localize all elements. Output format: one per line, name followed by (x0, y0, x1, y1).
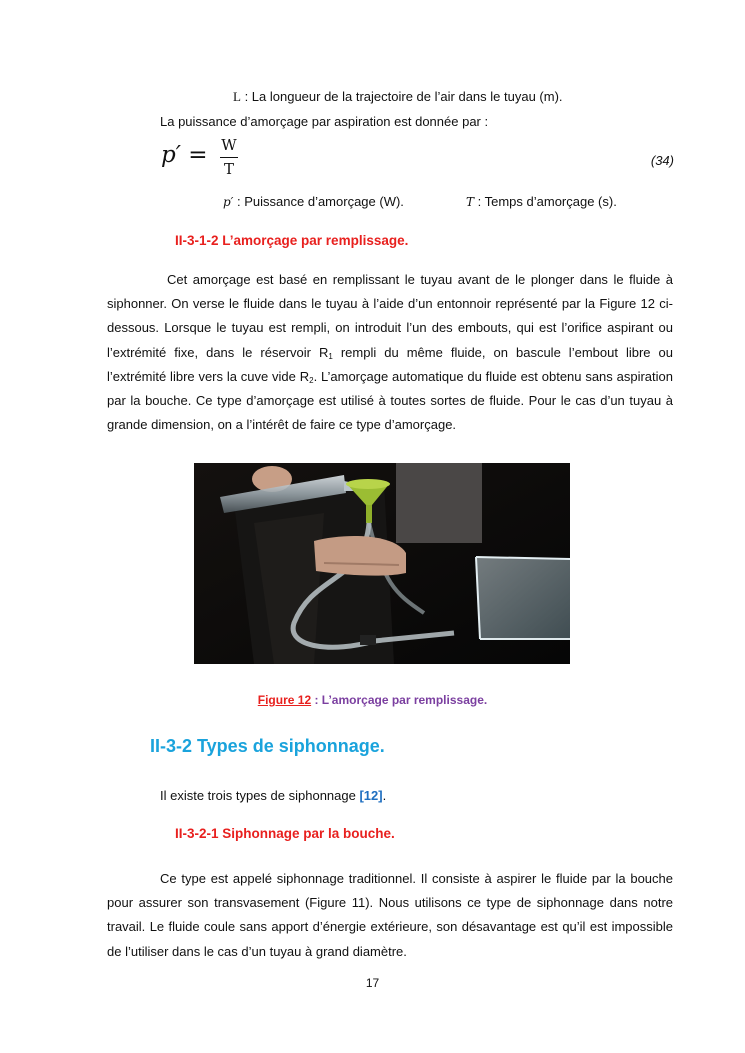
citation-12[interactable]: [12] (359, 788, 383, 803)
heading-ii-3-1-2: II-3-1-2 L’amorçage par remplissage. (175, 233, 409, 248)
figure-12-caption (0, 692, 745, 708)
heading-ii-3-2-1: II-3-2-1 Siphonnage par la bouche. (175, 826, 395, 841)
p-symbol: p′ (223, 195, 234, 209)
figure-caption-text: L’amorçage par remplissage. (321, 693, 488, 707)
paragraph-part-2: rempli du même fluide, on bascule l’embout libre ou l’extrémité libre vers la cuve vide R (107, 344, 673, 384)
subscript-r1: 1 (328, 351, 333, 361)
types-intro-text: Il existe trois types de siphonnage (160, 788, 360, 803)
figure-12-photo (194, 463, 570, 664)
l-definition-line (233, 89, 563, 105)
l-symbol: L (233, 89, 241, 104)
l-description: : La longueur de la trajectoire de l’air dans le tuyau (m). (240, 89, 563, 104)
legend-power (223, 194, 404, 210)
types-intro (160, 788, 386, 804)
t-symbol: T (466, 195, 475, 209)
equation-number: (34) (650, 153, 674, 168)
paragraph-remplissage (107, 268, 673, 437)
photo-illustration (194, 463, 570, 664)
paragraph-bouche-text: Ce type est appelé siphonnage traditionnel. Il consiste à aspirer le fluide par la bouche pour assurer son transvasement (Figure 11). Nous utilisons ce type de siphonnage dans notre travail. Le fluide coule sans apport d’énergie extérieure, son désavantage est qu’il est impossible de l’utiliser dans le cas d’un tuyau à grand diamètre. (107, 871, 673, 959)
subscript-r2: 2 (309, 375, 314, 385)
types-intro-end: . (382, 788, 387, 803)
fraction-bar (220, 157, 238, 158)
legend-time (466, 194, 617, 210)
paragraph-part-1: Cet amorçage est basé en remplissant le tuyau avant de le plonger dans le fluide à siphonner. On verse le fluide dans le tuyau à l’aide d’un entonnoir représenté par la Figure 12 ci-dessous. Lorsque le tuyau est rempli, on introduit l’un des embouts, qui est l’orifice aspirant ou l’extrémité fixe, dans le réservoir R (107, 272, 673, 360)
equation-denominator: T (223, 160, 234, 178)
page-number: 17 (365, 976, 380, 990)
puissance-intro: La puissance d’amorçage par aspiration est donnée par : (160, 114, 489, 129)
equation-lhs: p′ = (161, 142, 208, 168)
paragraph-part-3: . L’amorçage automatique du fluide est obtenu sans aspiration par la bouche. Ce type d’amorçage est utilisé à toutes sortes de fluide. Pour le cas d’un tuyau à grande dimension, on a l’intérêt de faire ce type d’amorçage. (107, 368, 673, 433)
equation-numerator: W (221, 136, 237, 154)
figure-separator: : (311, 693, 322, 707)
p-description: : Puissance d’amorçage (W). (233, 194, 404, 209)
figure-label: Figure 12 (257, 693, 312, 707)
paragraph-bouche (107, 867, 673, 964)
heading-ii-3-2: II-3-2 Types de siphonnage. (150, 736, 385, 756)
t-description: : Temps d’amorçage (s). (474, 194, 617, 209)
